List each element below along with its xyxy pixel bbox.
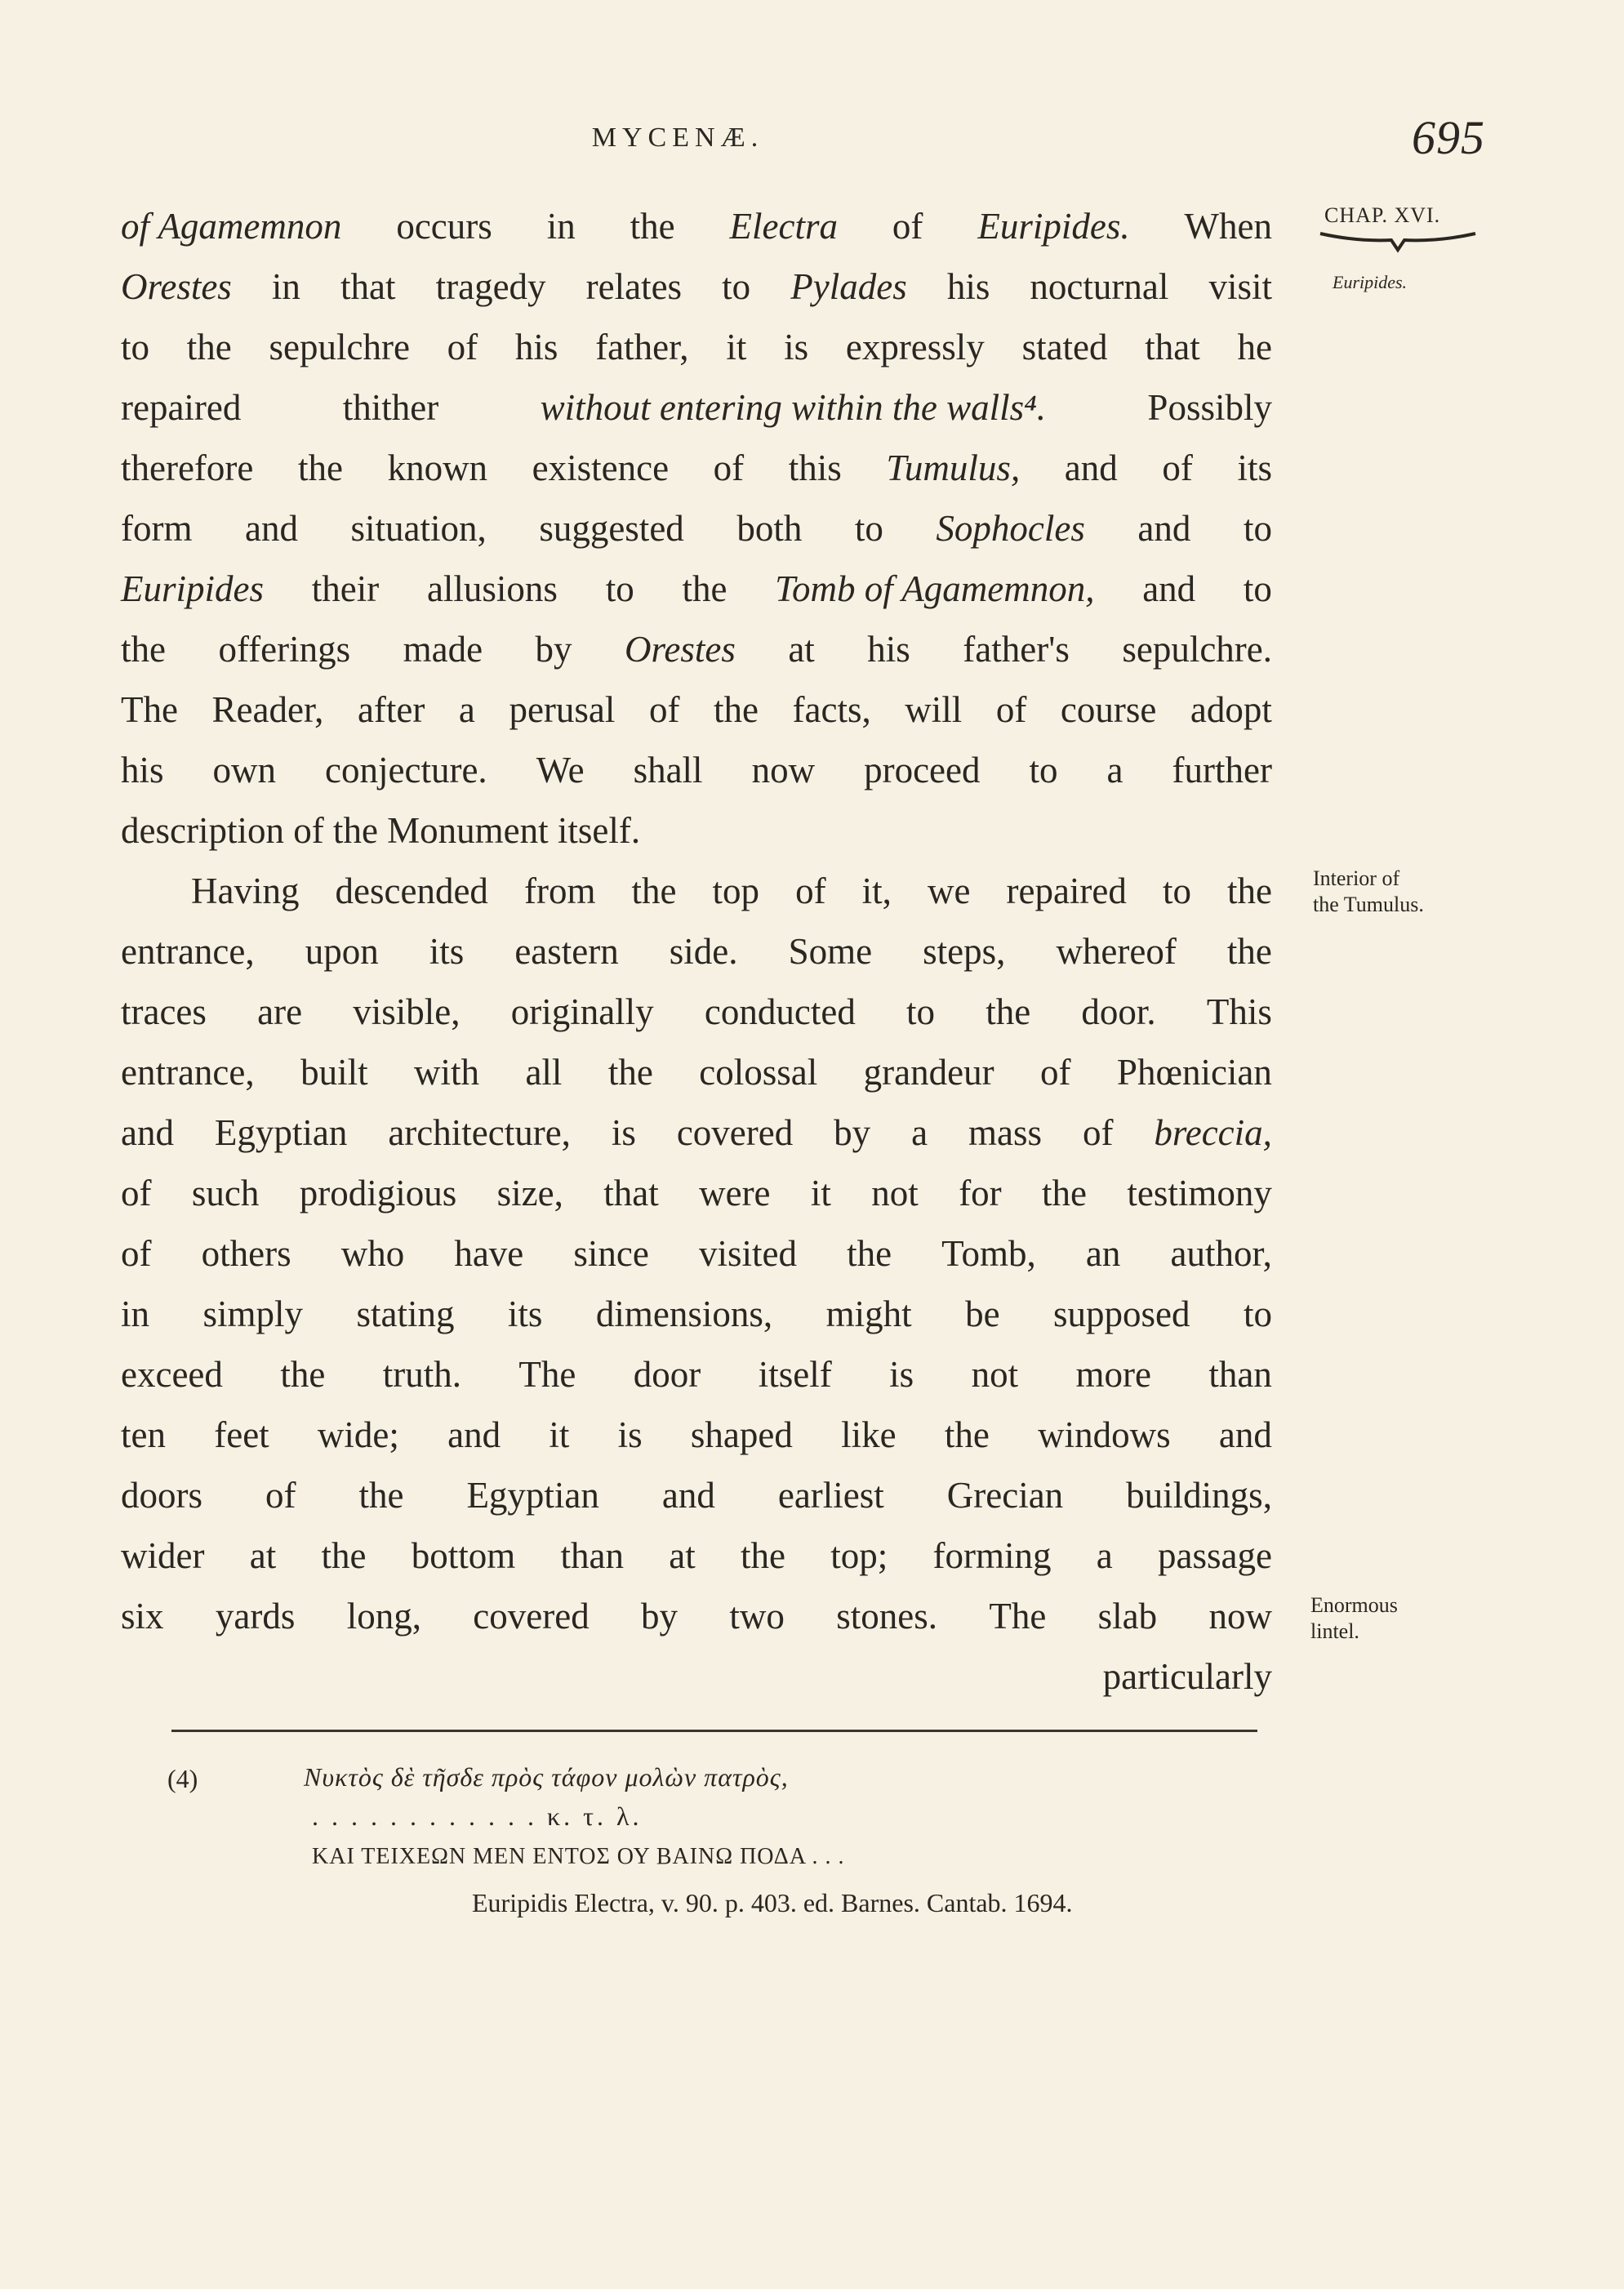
word: Electra [729,206,838,247]
word: built [300,1052,368,1093]
word: the [1227,871,1272,911]
word: nocturnal [1030,266,1169,307]
word: size, [496,1173,563,1214]
word: to [1029,750,1058,790]
word: breccia, [1154,1112,1272,1153]
word: therefore [121,448,254,488]
word: to [1243,568,1272,609]
word: this [788,448,842,488]
word: eastern [514,931,619,972]
word: wide; [317,1414,399,1455]
text-line [121,1586,1272,1646]
word: exceed [121,1354,223,1395]
word: not [971,1354,1019,1395]
sidenote-chapter: CHAP. XVI. [1324,203,1441,227]
word: of [892,206,923,247]
word: doors [121,1475,202,1516]
sidenote-interior-line-1: Interior of [1313,866,1400,890]
word: it [726,327,747,367]
sidenote-enormous-line-2: lintel. [1310,1619,1359,1643]
word: visible, [353,991,461,1032]
word: of [648,689,680,730]
word: that [1145,327,1200,367]
word: Pylades [790,266,907,307]
word: might [825,1294,912,1334]
word: and [447,1414,501,1455]
word: have [454,1233,524,1274]
word: slab [1097,1596,1158,1637]
chapter-brace-ornament [1316,230,1479,255]
word: entrance, [121,1052,255,1093]
word: conjecture. [325,750,487,790]
word: others [201,1233,291,1274]
word: stones. [836,1596,937,1637]
text-line [121,377,1272,438]
word: in [546,206,576,247]
word: of [1040,1052,1071,1093]
word: a [1096,1535,1113,1576]
word: the [358,1475,404,1516]
word: form [121,508,193,549]
word: the [607,1052,653,1093]
word: now [751,750,816,790]
word: all [525,1052,563,1093]
word: Egyptian [466,1475,599,1516]
word: sepulchre [269,327,410,367]
word: buildings, [1126,1475,1272,1516]
word: Egyptian [214,1112,348,1153]
word: whereof [1056,931,1177,972]
word: Tomb of Agamemnon, [775,568,1095,609]
word: the [121,629,166,670]
word: that [340,266,396,307]
word: proceed [864,750,981,790]
word: adopt [1190,689,1272,730]
word: itself [758,1354,832,1395]
word: to [906,991,936,1032]
word: father's [963,629,1070,670]
word: the [631,871,677,911]
word: and [661,1475,715,1516]
word: at [249,1535,277,1576]
word: to [854,508,883,549]
word: earliest [777,1475,884,1516]
word: like [841,1414,897,1455]
word: allusions [426,568,558,609]
word: it [810,1173,831,1214]
text-line [121,800,1272,861]
body-text [121,196,1272,1707]
word: Euripides [121,568,264,609]
text-line [121,740,1272,800]
text-line [121,317,1272,377]
word: Orestes [121,266,232,307]
word: visit [1208,266,1272,307]
word: stating [356,1294,455,1334]
word: without entering within the walls⁴. [540,387,1047,428]
text-line [121,1344,1272,1405]
text-line [121,256,1272,317]
word: the [630,206,675,247]
word: their [311,568,380,609]
word: to [722,266,751,307]
word: visited [698,1233,797,1274]
word: suggested [539,508,684,549]
word: of [795,871,826,911]
word: were [699,1173,771,1214]
word: the [713,689,759,730]
word: author, [1170,1233,1272,1274]
word: a [911,1112,928,1153]
text-line [121,438,1272,498]
word: is [617,1414,643,1455]
footnote-citation [472,1888,1073,1918]
word: mass [968,1112,1043,1153]
word: description of the Monument itself. [121,810,641,851]
sidenote-euripides: Euripides. [1333,272,1408,292]
word: relates [585,266,683,307]
word: than [1208,1354,1272,1395]
word: six [121,1596,164,1637]
text-line [121,1163,1272,1223]
word: that [603,1173,659,1214]
word: with [414,1052,480,1093]
word: to [1243,508,1272,549]
word: in [271,266,300,307]
word: Tomb, [941,1233,1036,1274]
sidenote-interior-text: the Tumulus. [1313,893,1424,916]
word: sepulchre. [1122,629,1272,670]
word: covered [473,1596,590,1637]
word: door [633,1354,701,1395]
sidenote-enormous-line-1: Enormous [1310,1593,1398,1617]
word: The [518,1354,576,1395]
word: dimensions, [595,1294,773,1334]
text-line [121,1405,1272,1465]
word: it [549,1414,570,1455]
word: by [641,1596,679,1637]
word: further [1172,750,1272,790]
word: own [212,750,277,790]
word: shaped [690,1414,793,1455]
word: father, [595,327,689,367]
word: the [1042,1173,1088,1214]
word: thither [342,387,439,428]
word: We [536,750,585,790]
word: entrance, [121,931,255,972]
word: expressly [845,327,985,367]
word: for [959,1173,1002,1214]
word: of Agamemnon [121,206,342,247]
text-line [121,1284,1272,1344]
word: such [191,1173,260,1214]
text-line [121,196,1272,256]
word: colossal [699,1052,818,1093]
word: door. [1081,991,1156,1032]
word: since [573,1233,649,1274]
word: be [965,1294,1000,1334]
text-line [121,1223,1272,1284]
word: two [729,1596,785,1637]
word: yards [215,1596,296,1637]
word: of [265,1475,296,1516]
word: prodigious [299,1173,457,1214]
word: will [905,689,963,730]
word: wider [121,1535,205,1576]
word: The [121,689,178,730]
word: it, [861,871,892,911]
word: we [927,871,971,911]
text-line [121,1646,1272,1707]
word: the [847,1233,892,1274]
word: long, [346,1596,421,1637]
word: Having [191,871,300,911]
text-line [121,1042,1272,1102]
word: than [560,1535,624,1576]
word: top; [830,1535,888,1576]
word: existence [532,448,670,488]
word: and [1137,508,1191,549]
word: windows [1038,1414,1171,1455]
word: situation, [350,508,487,549]
word: ten [121,1414,166,1455]
word: is [611,1112,636,1153]
text-line [121,861,1272,921]
word: from [523,871,596,911]
text-line [121,498,1272,559]
word: testimony [1127,1173,1272,1214]
text-line [121,921,1272,982]
word: the [280,1354,326,1395]
word: he [1237,327,1272,367]
word: Possibly [1147,387,1272,428]
word: facts, [792,689,871,730]
word: occurs [396,206,492,247]
word: made [403,629,483,670]
word: and [1218,1414,1272,1455]
word: the [186,327,232,367]
word: and [245,508,298,549]
word: is [784,327,809,367]
word: more [1075,1354,1151,1395]
word: of [447,327,478,367]
footnote-uncial-line: ΚΑΙ ΤΕΙΧΕΩΝ ΜΕΝ ΕΝΤΟΣ ΟΥ ΒΑΙΝΩ ΠΟΔΑ . . . [312,1844,845,1869]
word: by [535,629,572,670]
sidenote-enormous [1310,1592,1398,1645]
word: traces [121,991,207,1032]
footnote-greek-line: Νυκτὸς δὲ τῆσδε πρὸς τάφον μολὼν πατρὸς, [304,1762,789,1792]
word: its [429,931,465,972]
word: When [1184,206,1272,247]
word: Some [788,931,873,972]
word: is [889,1354,914,1395]
word: Sophocles [936,508,1085,549]
word: known [387,448,488,488]
word: his [121,750,164,790]
word: to [1243,1294,1272,1334]
word: his [867,629,910,670]
word: feet [214,1414,269,1455]
word: side. [669,931,738,972]
word: to [1162,871,1191,911]
word: upon [305,931,379,972]
word: his [946,266,990,307]
text-line [121,1465,1272,1525]
word: after [357,689,425,730]
word: Euripides. [977,206,1130,247]
word: top [712,871,760,911]
word: simply [202,1294,303,1334]
word: particularly [1102,1656,1272,1697]
word: passage [1158,1535,1272,1576]
word: are [257,991,303,1032]
footnote-ellipsis-line: . . . . . . . . . . . . κ. τ. λ. [312,1801,643,1831]
word: a [1106,750,1123,790]
footnote-citation-text: Euripidis Electra, v. 90. p. 403. ed. Barnes. Cantab. 1694. [472,1888,1073,1917]
word: the [741,1535,785,1576]
word: a [458,689,475,730]
footnote-rule [171,1730,1257,1732]
word: of [1082,1112,1114,1153]
text-line [121,1102,1272,1163]
word: at [788,629,815,670]
word: its [507,1294,543,1334]
word: architecture, [388,1112,571,1153]
word: and [1142,568,1196,609]
word: its [1237,448,1272,488]
footnote-number: (4) [167,1764,198,1793]
word: Reader, [211,689,324,730]
word: course [1060,689,1157,730]
word: bottom [411,1535,516,1576]
word: tragedy [435,266,546,307]
word: the [944,1414,990,1455]
word: offerings [218,629,351,670]
word: his [514,327,558,367]
word: covered [676,1112,794,1153]
word: and [1064,448,1118,488]
word: Grecian [946,1475,1064,1516]
word: the [321,1535,367,1576]
word: This [1206,991,1272,1032]
word: steps, [923,931,1006,972]
word: stated [1021,327,1108,367]
word: Tumulus, [886,448,1021,488]
word: perusal [509,689,616,730]
sidenote-interior [1313,866,1424,918]
word: now [1208,1596,1272,1637]
word: the [297,448,343,488]
word: repaired [121,387,242,428]
word: of [1162,448,1193,488]
word: both [736,508,803,549]
word: to [121,327,150,367]
text-line [121,679,1272,740]
word: who [340,1233,405,1274]
word: an [1085,1233,1121,1274]
word: Phœnician [1116,1052,1272,1093]
word: supposed [1053,1294,1190,1334]
word: and [121,1112,174,1153]
word: descended [335,871,488,911]
page-number: 695 [1412,111,1485,164]
text-line [121,982,1272,1042]
word: the [682,568,727,609]
word: to [605,568,634,609]
word: in [121,1294,150,1334]
sidenote-interior-line-2 [1313,892,1424,918]
word: the [1226,931,1272,972]
word: The [989,1596,1047,1637]
word: of [713,448,745,488]
word: of [121,1233,152,1274]
text-line [121,1525,1272,1586]
word: forming [932,1535,1052,1576]
word: by [834,1112,871,1153]
text-line [121,559,1272,619]
text-line [121,619,1272,679]
word: the [986,991,1031,1032]
word: at [669,1535,696,1576]
running-head: MYCENÆ. [591,122,764,153]
word: truth. [382,1354,461,1395]
word: grandeur [863,1052,994,1093]
word: not [871,1173,919,1214]
word: of [995,689,1027,730]
word: of [121,1173,152,1214]
word: Orestes [625,629,736,670]
word: conducted [704,991,856,1032]
word: originally [510,991,654,1032]
word: repaired [1006,871,1127,911]
word: shall [633,750,703,790]
